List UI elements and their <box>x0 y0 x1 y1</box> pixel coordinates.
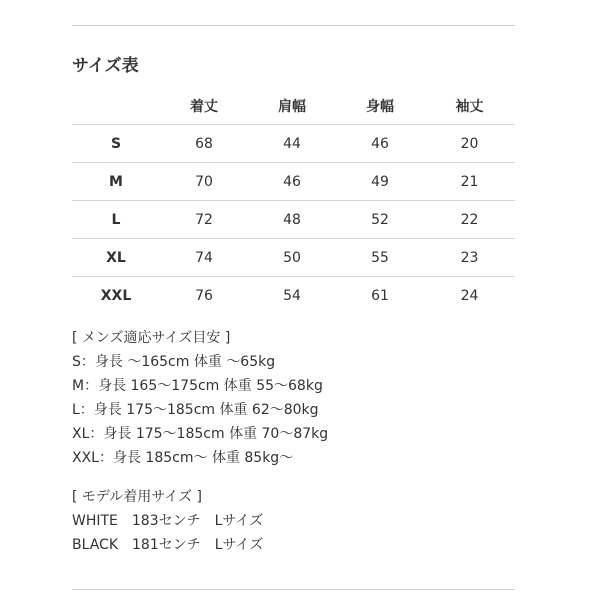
mens-guide-line: XL：身長 175～185cm 体重 70～87kg <box>72 426 329 442</box>
table-cell: 23 <box>424 239 515 277</box>
table-cell: 55 <box>336 239 424 277</box>
size-label-cell: XXL <box>100 287 132 304</box>
header-cell-shoulder: 肩幅 <box>248 87 336 125</box>
mens-guide-title: [ メンズ適応サイズ目安 ] <box>72 330 231 346</box>
page-title: サイズ表 <box>72 56 139 76</box>
table-cell: 50 <box>248 239 336 277</box>
table-row <box>72 277 515 315</box>
table-cell: 68 <box>160 125 248 163</box>
table-cell: 70 <box>160 163 248 201</box>
mens-guide-line: S：身長 ～165cm 体重 ～65kg <box>72 354 276 370</box>
table-cell: 72 <box>160 201 248 239</box>
size-table <box>72 87 515 314</box>
table-cell: 54 <box>283 287 301 304</box>
model-size-line: WHITE 183センチ Lサイズ <box>72 513 264 529</box>
size-label-cell: XL <box>72 239 160 277</box>
table-cell: 21 <box>424 163 515 201</box>
table-cell: 49 <box>336 163 424 201</box>
mens-guide-line: XXL：身長 185cm～ 体重 85kg～ <box>72 450 294 466</box>
model-size-title: [ モデル着用サイズ ] <box>72 489 203 505</box>
table-cell: 76 <box>195 287 213 304</box>
header-cell-chest: 身幅 <box>336 87 424 125</box>
mens-guide-line: L：身長 175～185cm 体重 62～80kg <box>72 402 319 418</box>
table-cell: 20 <box>424 125 515 163</box>
table-cell: 44 <box>248 125 336 163</box>
size-label-cell: S <box>72 125 160 163</box>
bottom-divider <box>72 589 515 590</box>
table-cell: 61 <box>371 287 389 304</box>
model-size-line: BLACK 181センチ Lサイズ <box>72 537 264 553</box>
header-cell-size <box>72 87 160 125</box>
table-header-row <box>72 87 515 125</box>
table-cell: 24 <box>460 287 479 304</box>
table-row <box>72 125 515 163</box>
table-cell: 52 <box>336 201 424 239</box>
top-divider <box>72 25 515 26</box>
mens-guide-line: M：身長 165～175cm 体重 55～68kg <box>72 378 323 394</box>
header-cell-length: 着丈 <box>160 87 248 125</box>
size-label-cell: M <box>72 163 160 201</box>
table-row <box>72 201 515 239</box>
size-label-cell: L <box>72 201 160 239</box>
header-cell-sleeve: 袖丈 <box>424 87 515 125</box>
table-row <box>72 163 515 201</box>
table-cell: 46 <box>248 163 336 201</box>
table-cell: 22 <box>424 201 515 239</box>
mens-size-guide <box>72 326 328 470</box>
table-row <box>72 239 515 277</box>
table-cell: 46 <box>336 125 424 163</box>
model-size-info <box>72 485 263 557</box>
table-cell: 74 <box>160 239 248 277</box>
table-cell: 48 <box>248 201 336 239</box>
